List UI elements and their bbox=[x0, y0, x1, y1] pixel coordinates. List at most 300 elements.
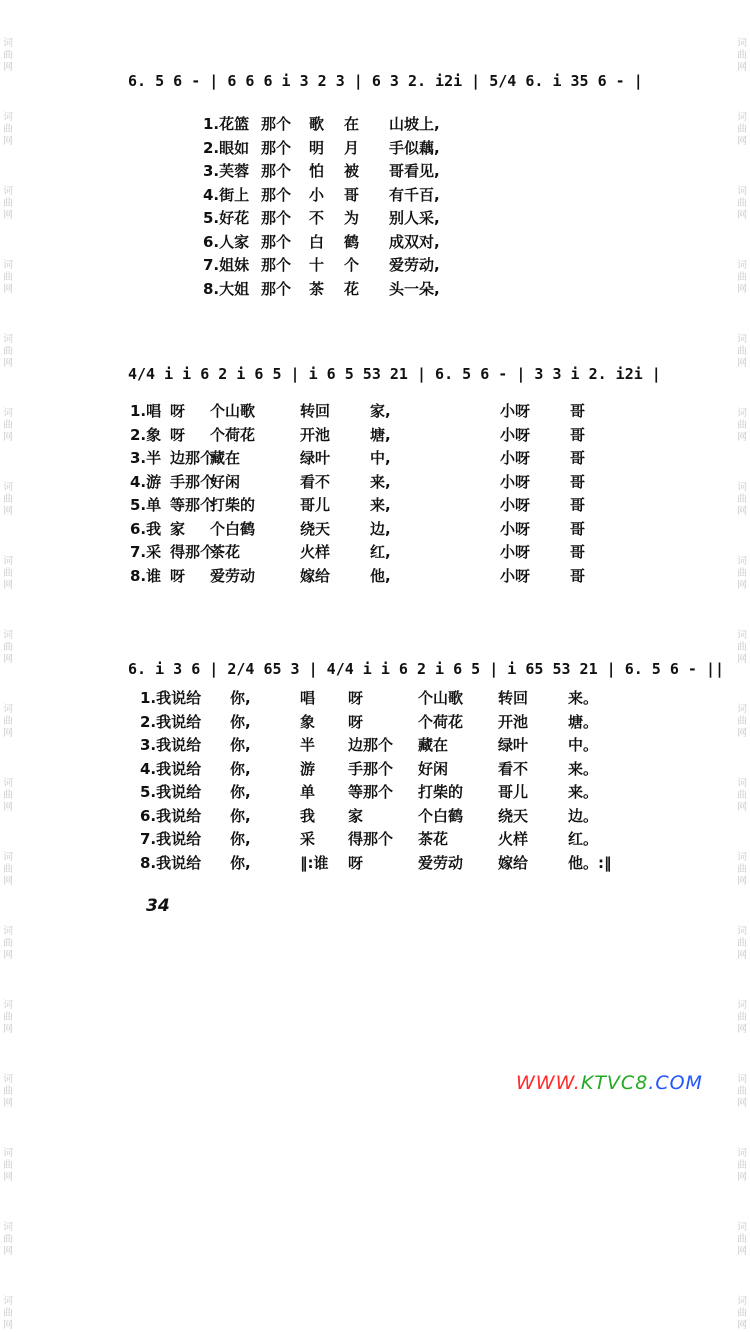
watermark-glyph: 曲 bbox=[3, 198, 13, 209]
lyric-cell: 得那个 bbox=[348, 830, 394, 848]
watermark-glyph: 词 bbox=[737, 482, 747, 493]
lyric-cell: 那个 bbox=[261, 138, 292, 157]
watermark-glyph: 曲 bbox=[737, 124, 747, 135]
watermark-glyph: 词 bbox=[3, 556, 13, 567]
lyric-cell: 白 bbox=[309, 232, 325, 251]
watermark-group bbox=[3, 408, 13, 444]
score-line-3-notes: 6. i 3 6 | 2/4 65 3 | 4/4 i i 6 2 i 6 5 | i 65 53 21 | 6. 5 6 - || bbox=[128, 660, 725, 678]
lyric-cell: 绿叶 bbox=[300, 449, 331, 467]
lyric-cell: 哥儿 bbox=[498, 783, 529, 801]
lyric-cell: 小呀 bbox=[500, 449, 531, 467]
lyric-cell: 小呀 bbox=[500, 402, 531, 420]
lyric-cell: 2.象 bbox=[130, 425, 162, 444]
watermark-glyph: 曲 bbox=[3, 420, 13, 431]
watermark-glyph: 网 bbox=[3, 506, 13, 517]
lyric-cell: 哥 bbox=[570, 425, 586, 444]
site-watermark-part1: WWW. bbox=[516, 1072, 581, 1094]
score-line-1-notes: 6. 5 6 - | 6 6 6 i 3 2 3 | 6 3 2. i2i | 5/4 6. i 35 6 - | bbox=[128, 72, 643, 90]
lyric-cell: 成双对, bbox=[389, 232, 440, 251]
score-line-1 bbox=[128, 62, 650, 102]
watermark-glyph: 曲 bbox=[3, 272, 13, 283]
watermark-glyph: 曲 bbox=[3, 568, 13, 579]
lyric-cell: 来。 bbox=[568, 759, 599, 778]
watermark-group bbox=[3, 556, 13, 592]
watermark-glyph: 网 bbox=[3, 62, 13, 73]
watermark-glyph: 词 bbox=[3, 334, 13, 345]
lyric-cell: 你, bbox=[230, 853, 251, 872]
lyric-cell: 红, bbox=[370, 543, 391, 561]
watermark-glyph: 词 bbox=[3, 1148, 13, 1159]
watermark-group bbox=[3, 926, 13, 962]
watermark-glyph: 词 bbox=[737, 260, 747, 271]
watermark-glyph: 词 bbox=[737, 1148, 747, 1159]
lyric-cell: 那个 bbox=[261, 115, 292, 133]
watermark-glyph: 词 bbox=[737, 1000, 747, 1011]
watermark-group bbox=[3, 1148, 13, 1184]
watermark-group bbox=[3, 852, 13, 888]
watermark-glyph: 曲 bbox=[3, 1234, 13, 1245]
site-watermark-part2: KTVC8 bbox=[580, 1072, 649, 1094]
watermark-glyph: 网 bbox=[737, 284, 747, 295]
lyric-row bbox=[140, 734, 628, 758]
watermark-glyph: 词 bbox=[737, 408, 747, 419]
lyric-row bbox=[140, 805, 628, 829]
lyric-cell: 7.我说给 bbox=[140, 830, 202, 848]
watermark-glyph: 网 bbox=[3, 1172, 13, 1183]
watermark-glyph: 词 bbox=[737, 1074, 747, 1085]
watermark-glyph: 曲 bbox=[737, 420, 747, 431]
watermark-glyph: 网 bbox=[737, 1320, 747, 1331]
watermark-glyph: 词 bbox=[737, 1296, 747, 1307]
watermark-glyph: 曲 bbox=[737, 642, 747, 653]
lyric-cell: 哥看见, bbox=[389, 162, 440, 180]
lyric-cell: 半 bbox=[300, 736, 316, 754]
lyric-cell: 个白鹤 bbox=[418, 806, 464, 825]
watermark-group bbox=[3, 112, 13, 148]
lyric-row bbox=[140, 781, 628, 805]
watermark-glyph: 网 bbox=[3, 654, 13, 665]
lyric-cell: 采 bbox=[300, 830, 316, 848]
watermark-glyph: 词 bbox=[737, 704, 747, 715]
watermark-group bbox=[3, 334, 13, 370]
watermark-glyph: 曲 bbox=[3, 642, 13, 653]
lyric-cell: 怕 bbox=[309, 162, 325, 180]
lyric-cell: 家, bbox=[370, 402, 391, 420]
lyric-cell: 哥 bbox=[570, 472, 586, 491]
watermark-glyph: 网 bbox=[3, 876, 13, 887]
watermark-glyph: 曲 bbox=[737, 790, 747, 801]
watermark-glyph: 网 bbox=[3, 136, 13, 147]
lyric-cell: 1.我说给 bbox=[140, 689, 202, 707]
verse-b-lyrics bbox=[130, 400, 600, 588]
watermark-glyph: 网 bbox=[737, 1172, 747, 1183]
lyric-cell: 那个 bbox=[261, 279, 292, 298]
lyric-cell: 小呀 bbox=[500, 543, 531, 561]
lyric-row bbox=[130, 424, 600, 448]
watermark-glyph: 曲 bbox=[737, 864, 747, 875]
lyric-cell: 个荷花 bbox=[210, 425, 256, 444]
score-line-2-notes: 4/4 i i 6 2 i 6 5 | i 6 5 53 21 | 6. 5 6 - | 3 3 i 2. i2i | bbox=[128, 365, 661, 383]
lyric-cell: 你, bbox=[230, 783, 251, 801]
watermark-glyph: 网 bbox=[3, 580, 13, 591]
watermark-glyph: 网 bbox=[3, 1098, 13, 1109]
watermark-glyph: 词 bbox=[3, 630, 13, 641]
watermark-glyph: 词 bbox=[737, 556, 747, 567]
watermark-group bbox=[3, 482, 13, 518]
lyric-cell: 山坡上, bbox=[389, 115, 440, 133]
lyric-cell: 中, bbox=[370, 449, 391, 467]
watermark-glyph: 词 bbox=[3, 1222, 13, 1233]
lyric-cell: 花 bbox=[344, 279, 360, 298]
lyric-cell: 4.游 bbox=[130, 472, 162, 491]
watermark-glyph: 词 bbox=[3, 1000, 13, 1011]
lyric-cell: 茶 bbox=[309, 279, 325, 298]
watermark-glyph: 网 bbox=[737, 62, 747, 73]
watermark-group bbox=[737, 704, 747, 740]
lyric-row bbox=[203, 254, 469, 278]
watermark-glyph: 曲 bbox=[3, 494, 13, 505]
lyric-cell: 藏在 bbox=[418, 736, 449, 754]
lyric-cell: 来。 bbox=[568, 783, 599, 801]
watermark-glyph: 曲 bbox=[737, 198, 747, 209]
lyric-cell: 他。:‖ bbox=[568, 853, 612, 872]
lyric-cell: 小呀 bbox=[500, 425, 531, 444]
lyric-cell: 不 bbox=[309, 209, 325, 227]
lyric-cell: 5.单 bbox=[130, 496, 162, 514]
lyric-cell: 2.我说给 bbox=[140, 712, 202, 731]
watermark-group bbox=[737, 112, 747, 148]
watermark-glyph: 网 bbox=[3, 358, 13, 369]
lyric-cell: 塘。 bbox=[568, 712, 599, 731]
lyric-cell: 哥 bbox=[570, 496, 586, 514]
watermark-glyph: 曲 bbox=[737, 1160, 747, 1171]
watermark-glyph: 网 bbox=[3, 950, 13, 961]
lyric-cell: 那个 bbox=[261, 185, 292, 204]
lyric-row bbox=[130, 471, 600, 495]
lyric-cell: 你, bbox=[230, 759, 251, 778]
lyric-cell: 家 bbox=[170, 519, 186, 538]
lyric-cell: 8.大姐 bbox=[203, 279, 250, 298]
watermark-glyph: 曲 bbox=[3, 1308, 13, 1319]
lyric-cell: 你, bbox=[230, 736, 251, 754]
lyric-cell: 手那个 bbox=[348, 759, 394, 778]
lyric-cell: 歌 bbox=[309, 115, 325, 133]
watermark-glyph: 网 bbox=[737, 1024, 747, 1035]
lyric-cell: 爱劳动 bbox=[210, 566, 256, 585]
lyric-cell: 呀 bbox=[348, 853, 364, 872]
watermark-group bbox=[737, 260, 747, 296]
watermark-glyph: 网 bbox=[737, 728, 747, 739]
watermark-group bbox=[737, 1000, 747, 1036]
lyric-cell: 转回 bbox=[498, 689, 529, 707]
lyric-cell: 5.好花 bbox=[203, 209, 250, 227]
watermark-glyph: 词 bbox=[737, 1222, 747, 1233]
lyric-cell: 个山歌 bbox=[210, 402, 256, 420]
lyric-cell: 1.唱 bbox=[130, 402, 162, 420]
lyric-cell: 火样 bbox=[498, 830, 529, 848]
lyric-cell: 那个 bbox=[261, 162, 292, 180]
lyric-cell: 6.我说给 bbox=[140, 806, 202, 825]
watermark-glyph: 曲 bbox=[3, 1160, 13, 1171]
watermark-group bbox=[737, 556, 747, 592]
lyric-cell: 小呀 bbox=[500, 472, 531, 491]
lyric-cell: 3.芙蓉 bbox=[203, 162, 250, 180]
watermark-glyph: 曲 bbox=[3, 1012, 13, 1023]
lyric-cell: 个 bbox=[344, 256, 360, 274]
watermark-glyph: 词 bbox=[737, 630, 747, 641]
watermark-glyph: 词 bbox=[737, 852, 747, 863]
lyric-cell: 家 bbox=[348, 806, 364, 825]
watermark-group bbox=[3, 1296, 13, 1332]
lyric-row bbox=[140, 711, 628, 735]
lyric-cell: 开池 bbox=[300, 425, 331, 444]
watermark-group bbox=[3, 260, 13, 296]
lyric-cell: 嫁给 bbox=[498, 853, 529, 872]
watermark-glyph: 曲 bbox=[3, 1086, 13, 1097]
watermark-glyph: 曲 bbox=[737, 346, 747, 357]
lyric-cell: 呀 bbox=[170, 402, 186, 420]
watermark-glyph: 词 bbox=[3, 260, 13, 271]
right-watermark-column bbox=[735, 0, 749, 1331]
lyric-cell: 月 bbox=[344, 138, 360, 157]
lyric-cell: 打柴的 bbox=[210, 496, 256, 514]
lyric-cell: 个白鹤 bbox=[210, 519, 256, 538]
watermark-glyph: 词 bbox=[3, 1074, 13, 1085]
watermark-group bbox=[3, 38, 13, 74]
watermark-glyph: 网 bbox=[737, 876, 747, 887]
watermark-glyph: 词 bbox=[3, 186, 13, 197]
lyric-cell: 7.采 bbox=[130, 543, 162, 561]
left-watermark-column bbox=[1, 0, 15, 1331]
watermark-glyph: 网 bbox=[737, 136, 747, 147]
score-line-3 bbox=[128, 650, 725, 690]
lyric-cell: 被 bbox=[344, 162, 360, 180]
watermark-glyph: 曲 bbox=[737, 50, 747, 61]
watermark-glyph: 曲 bbox=[737, 1308, 747, 1319]
lyric-row bbox=[203, 207, 469, 231]
lyric-cell: 看不 bbox=[300, 472, 331, 491]
lyric-cell: 6.我 bbox=[130, 519, 162, 538]
watermark-group bbox=[3, 186, 13, 222]
watermark-glyph: 曲 bbox=[737, 1086, 747, 1097]
lyric-cell: 哥 bbox=[570, 566, 586, 585]
lyric-cell: 在 bbox=[344, 115, 360, 133]
watermark-group bbox=[737, 630, 747, 666]
watermark-glyph: 词 bbox=[3, 778, 13, 789]
lyric-cell: 红。 bbox=[568, 830, 599, 848]
watermark-glyph: 词 bbox=[3, 704, 13, 715]
lyric-cell: 茶花 bbox=[418, 830, 449, 848]
lyric-cell: 转回 bbox=[300, 402, 331, 420]
watermark-glyph: 网 bbox=[737, 358, 747, 369]
lyric-cell: 2.眼如 bbox=[203, 138, 250, 157]
lyric-row bbox=[203, 160, 469, 184]
lyric-cell: 呀 bbox=[348, 689, 364, 707]
lyric-cell: 为 bbox=[344, 209, 360, 227]
watermark-glyph: 词 bbox=[737, 334, 747, 345]
watermark-glyph: 词 bbox=[3, 38, 13, 49]
watermark-glyph: 网 bbox=[3, 1024, 13, 1035]
watermark-glyph: 网 bbox=[3, 284, 13, 295]
watermark-glyph: 曲 bbox=[737, 716, 747, 727]
watermark-glyph: 网 bbox=[737, 506, 747, 517]
lyric-cell: ‖:谁 bbox=[300, 853, 329, 872]
watermark-group bbox=[3, 1222, 13, 1258]
watermark-group bbox=[737, 926, 747, 962]
lyric-cell: 小呀 bbox=[500, 519, 531, 538]
lyric-row bbox=[203, 137, 469, 161]
watermark-glyph: 网 bbox=[3, 210, 13, 221]
watermark-glyph: 曲 bbox=[3, 938, 13, 949]
lyric-row bbox=[130, 541, 600, 565]
lyric-cell: 那个 bbox=[261, 209, 292, 227]
lyric-cell: 4.我说给 bbox=[140, 759, 202, 778]
lyric-cell: 唱 bbox=[300, 689, 316, 707]
lyric-cell: 边。 bbox=[568, 806, 599, 825]
lyric-row bbox=[203, 231, 469, 255]
watermark-group bbox=[737, 852, 747, 888]
watermark-glyph: 词 bbox=[737, 926, 747, 937]
watermark-glyph: 曲 bbox=[3, 716, 13, 727]
lyric-cell: 来, bbox=[370, 472, 391, 491]
lyric-cell: 茶花 bbox=[210, 543, 241, 561]
lyric-cell: 爱劳动, bbox=[389, 256, 440, 274]
lyric-row bbox=[130, 400, 600, 424]
watermark-glyph: 曲 bbox=[3, 790, 13, 801]
lyric-row bbox=[203, 278, 469, 302]
lyric-cell: 开池 bbox=[498, 712, 529, 731]
watermark-group bbox=[737, 1296, 747, 1332]
lyric-cell: 单 bbox=[300, 783, 316, 801]
lyric-cell: 呀 bbox=[170, 566, 186, 585]
lyric-row bbox=[140, 828, 628, 852]
watermark-glyph: 词 bbox=[3, 482, 13, 493]
lyric-cell: 我 bbox=[300, 806, 316, 825]
lyric-cell: 好闲 bbox=[210, 472, 241, 491]
site-watermark[interactable] bbox=[516, 1072, 703, 1094]
watermark-group bbox=[3, 630, 13, 666]
watermark-group bbox=[737, 186, 747, 222]
watermark-glyph: 网 bbox=[737, 654, 747, 665]
watermark-glyph: 词 bbox=[3, 926, 13, 937]
lyric-cell: 打柴的 bbox=[418, 783, 464, 801]
lyric-cell: 个荷花 bbox=[418, 712, 464, 731]
lyric-cell: 边, bbox=[370, 519, 391, 538]
lyric-cell: 小 bbox=[309, 185, 325, 204]
watermark-glyph: 曲 bbox=[737, 1012, 747, 1023]
watermark-glyph: 网 bbox=[3, 432, 13, 443]
watermark-group bbox=[737, 38, 747, 74]
lyric-cell: 小呀 bbox=[500, 496, 531, 514]
site-watermark-part3: .COM bbox=[648, 1072, 703, 1094]
watermark-glyph: 曲 bbox=[737, 568, 747, 579]
watermark-glyph: 网 bbox=[737, 1098, 747, 1109]
lyric-cell: 塘, bbox=[370, 425, 391, 444]
watermark-glyph: 曲 bbox=[3, 50, 13, 61]
watermark-glyph: 曲 bbox=[3, 124, 13, 135]
lyric-cell: 3.半 bbox=[130, 449, 162, 467]
lyric-cell: 那个 bbox=[261, 232, 292, 251]
watermark-glyph: 词 bbox=[3, 1296, 13, 1307]
watermark-group bbox=[737, 1148, 747, 1184]
lyric-cell: 鹤 bbox=[344, 232, 360, 251]
page-number: 34 bbox=[146, 896, 170, 916]
lyric-row bbox=[203, 113, 469, 137]
lyric-cell: 藏在 bbox=[210, 449, 241, 467]
lyric-row bbox=[130, 494, 600, 518]
lyric-cell: 4.街上 bbox=[203, 185, 250, 204]
lyric-cell: 你, bbox=[230, 689, 251, 707]
lyric-cell: 爱劳动 bbox=[418, 853, 464, 872]
watermark-glyph: 词 bbox=[737, 112, 747, 123]
lyric-cell: 呀 bbox=[170, 425, 186, 444]
watermark-glyph: 网 bbox=[737, 950, 747, 961]
lyric-cell: 十 bbox=[309, 256, 325, 274]
lyric-cell: 等那个 bbox=[348, 783, 394, 801]
watermark-group bbox=[737, 334, 747, 370]
lyric-cell: 来。 bbox=[568, 689, 599, 707]
lyric-cell: 哥儿 bbox=[300, 496, 331, 514]
watermark-group bbox=[737, 778, 747, 814]
lyric-cell: 手那个 bbox=[170, 472, 216, 491]
watermark-group bbox=[3, 778, 13, 814]
lyric-cell: 5.我说给 bbox=[140, 783, 202, 801]
lyric-cell: 你, bbox=[230, 830, 251, 848]
lyric-cell: 8.谁 bbox=[130, 566, 162, 585]
watermark-group bbox=[737, 408, 747, 444]
lyric-cell: 那个 bbox=[261, 256, 292, 274]
lyric-cell: 1.花篮 bbox=[203, 115, 250, 133]
watermark-glyph: 词 bbox=[3, 852, 13, 863]
lyric-row bbox=[140, 852, 628, 876]
watermark-group bbox=[737, 482, 747, 518]
lyric-cell: 得那个 bbox=[170, 543, 216, 561]
watermark-group bbox=[3, 704, 13, 740]
watermark-group bbox=[737, 1222, 747, 1258]
watermark-glyph: 曲 bbox=[737, 938, 747, 949]
watermark-glyph: 网 bbox=[3, 1320, 13, 1331]
lyric-row bbox=[203, 184, 469, 208]
watermark-glyph: 网 bbox=[737, 1246, 747, 1257]
lyric-cell: 绕天 bbox=[300, 519, 331, 538]
lyric-cell: 明 bbox=[309, 138, 325, 157]
lyric-row bbox=[130, 447, 600, 471]
lyric-cell: 7.姐妹 bbox=[203, 256, 250, 274]
lyric-row bbox=[140, 758, 628, 782]
watermark-glyph: 曲 bbox=[737, 1234, 747, 1245]
lyric-row bbox=[130, 565, 600, 589]
lyric-cell: 3.我说给 bbox=[140, 736, 202, 754]
lyric-cell: 手似藕, bbox=[389, 138, 440, 157]
lyric-cell: 哥 bbox=[570, 402, 586, 420]
lyric-cell: 边那个 bbox=[170, 449, 216, 467]
lyric-cell: 呀 bbox=[348, 712, 364, 731]
lyric-cell: 来, bbox=[370, 496, 391, 514]
lyric-cell: 等那个 bbox=[170, 496, 216, 514]
watermark-glyph: 词 bbox=[737, 778, 747, 789]
verse-a-lyrics bbox=[203, 113, 469, 301]
watermark-glyph: 曲 bbox=[737, 494, 747, 505]
lyric-cell: 边那个 bbox=[348, 736, 394, 754]
lyric-cell: 火样 bbox=[300, 543, 331, 561]
lyric-cell: 绿叶 bbox=[498, 736, 529, 754]
lyric-cell: 头一朵, bbox=[389, 279, 440, 298]
lyric-cell: 他, bbox=[370, 566, 391, 585]
watermark-glyph: 曲 bbox=[3, 346, 13, 357]
lyric-cell: 别人采, bbox=[389, 209, 440, 227]
lyric-cell: 你, bbox=[230, 712, 251, 731]
lyric-cell: 你, bbox=[230, 806, 251, 825]
